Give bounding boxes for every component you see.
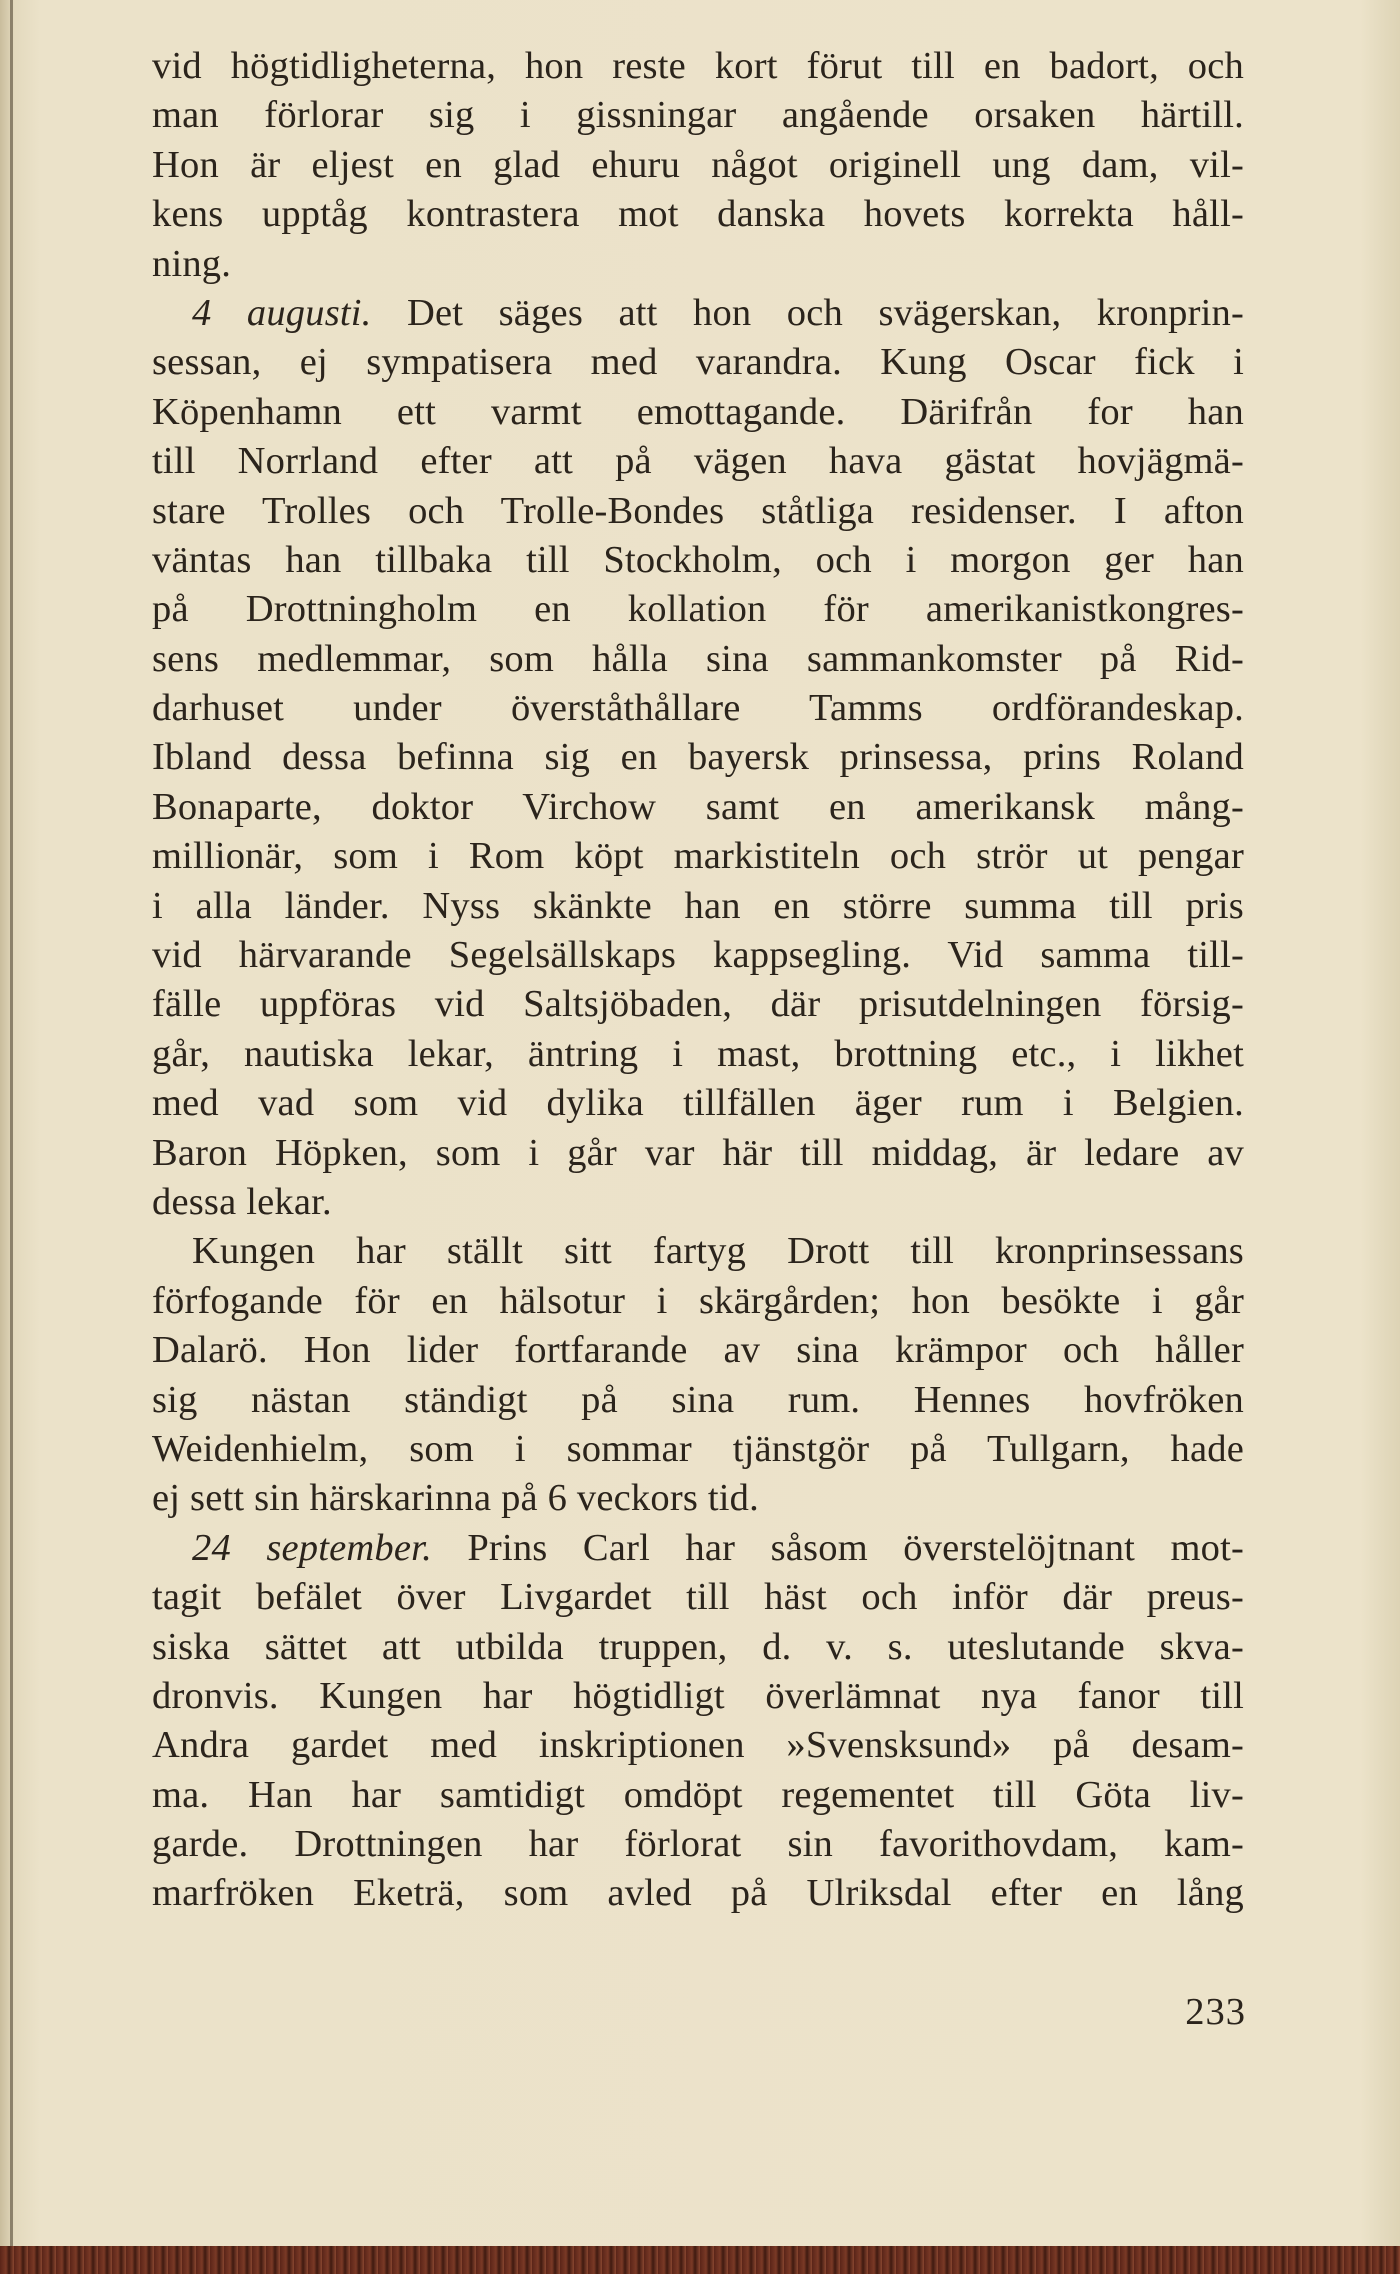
text-line: sessan, ej sympatisera med varandra. Kung Oscar fick i bbox=[152, 341, 1244, 384]
page-number: 233 bbox=[1185, 1991, 1246, 2033]
entry-date: 24 september. bbox=[192, 1526, 432, 1569]
text-line: vid högtidligheterna, hon reste kort förut till en badort, och bbox=[152, 45, 1244, 87]
entry-date: 4 augusti. bbox=[192, 291, 372, 334]
text-line: marfröken Eketrä, som avled på Ulriksdal efter en lång bbox=[152, 1872, 1244, 1915]
text-line: ej sett sin härskarinna på 6 veckors tid. bbox=[152, 1477, 759, 1520]
text-line: fälle uppföras vid Saltsjöbaden, där prisutdelningen försig- bbox=[152, 983, 1244, 1026]
text-line: Dalarö. Hon lider fortfarande av sina krämpor och håller bbox=[152, 1329, 1244, 1372]
text-line: vid härvarande Segelsällskaps kappsegling. Vid samma till- bbox=[152, 934, 1244, 977]
entry-text: Prins Carl har såsom överstelöjtnant mot- bbox=[431, 1526, 1244, 1569]
text-line: kens upptåg kontrastera mot danska hovets korrekta håll- bbox=[152, 193, 1244, 236]
text-line: millionär, som i Rom köpt markistiteln och strör ut pengar bbox=[152, 835, 1244, 878]
text-line: Ibland dessa befinna sig en bayersk prinsessa, prins Roland bbox=[152, 736, 1244, 779]
text-line: stare Trolles och Trolle-Bondes ståtliga residenser. I afton bbox=[152, 489, 1244, 532]
text-line: sig nästan ständigt på sina rum. Hennes hovfröken bbox=[152, 1378, 1244, 1421]
text-line: man förlorar sig i gissningar angående orsaken härtill. bbox=[152, 94, 1244, 137]
text-line: Bonaparte, doktor Virchow samt en amerikansk mång- bbox=[152, 785, 1244, 828]
entry-line-september bbox=[152, 1524, 1244, 1573]
text-line: går, nautiska lekar, äntring i mast, brottning etc., i likhet bbox=[152, 1032, 1244, 1075]
text-line: på Drottningholm en kollation för amerikanistkongres- bbox=[152, 588, 1244, 631]
text-line: Baron Höpken, som i går var här till middag, är ledare av bbox=[152, 1131, 1244, 1174]
text-line: Hon är eljest en glad ehuru något originell ung dam, vil- bbox=[152, 143, 1244, 186]
entry-text: Det säges att hon och svägerskan, kronprin- bbox=[371, 291, 1244, 334]
text-line: Weidenhielm, som i sommar tjänstgör på Tullgarn, hade bbox=[152, 1427, 1244, 1470]
text-line: Kungen har ställt sitt fartyg Drott till kronprinsessans bbox=[192, 1230, 1244, 1273]
text-line: ning. bbox=[152, 242, 232, 285]
text-line: förfogande för en hälsotur i skärgården; hon besökte i går bbox=[152, 1279, 1244, 1322]
page-spine-edge bbox=[10, 0, 13, 2274]
text-line: dronvis. Kungen har högtidligt överlämnat nya fanor till bbox=[152, 1674, 1244, 1717]
book-edge-band bbox=[0, 2246, 1400, 2274]
body-text bbox=[152, 42, 1244, 1919]
text-line: garde. Drottningen har förlorat sin favorithovdam, kam- bbox=[152, 1823, 1244, 1866]
text-line: dessa lekar. bbox=[152, 1180, 332, 1223]
text-line: Köpenhamn ett varmt emottagande. Därifrån for han bbox=[152, 390, 1244, 433]
text-line: till Norrland efter att på vägen hava gästat hovjägmä- bbox=[152, 440, 1244, 483]
text-line: siska sättet att utbilda truppen, d. v. s. uteslutande skva- bbox=[152, 1625, 1244, 1668]
text-line: darhuset under överståthållare Tamms ordförandeskap. bbox=[152, 687, 1244, 730]
text-line: Andra gardet med inskriptionen »Svensksund» på desam- bbox=[152, 1724, 1244, 1767]
text-line: väntas han tillbaka till Stockholm, och i morgon ger han bbox=[152, 538, 1244, 581]
text-line: sens medlemmar, som hålla sina sammankomster på Rid- bbox=[152, 637, 1244, 680]
text-line: i alla länder. Nyss skänkte han en större summa till pris bbox=[152, 884, 1244, 927]
text-line: med vad som vid dylika tillfällen äger rum i Belgien. bbox=[152, 1082, 1244, 1125]
text-line: tagit befälet över Livgardet till häst och inför där preus- bbox=[152, 1576, 1244, 1619]
entry-line-august bbox=[152, 289, 1244, 338]
text-line: ma. Han har samtidigt omdöpt regementet till Göta liv- bbox=[152, 1773, 1244, 1816]
